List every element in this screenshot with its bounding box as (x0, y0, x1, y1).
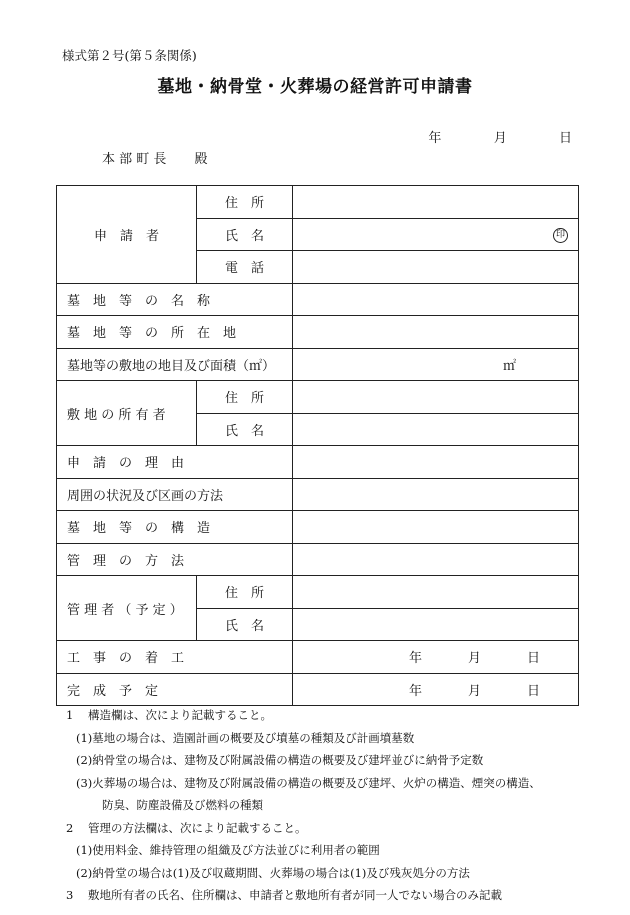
date-month-label: 月 (493, 131, 507, 146)
date-day-label: 日 (558, 131, 572, 146)
land-area-field[interactable] (293, 348, 579, 381)
completion-label: 完 成 予 定 (57, 673, 293, 706)
applicant-address-field[interactable] (293, 186, 579, 219)
construction-start-label: 工 事 の 着 工 (57, 641, 293, 674)
completion-field[interactable] (293, 673, 579, 706)
note-2-item-2: (2)納骨堂の場合は(1)及び収蔵期間、火葬場の場合は(1)及び残灰処分の方法 (76, 865, 470, 880)
completion-month-label: 月 (467, 683, 481, 699)
addressee (102, 148, 208, 167)
cemetery-name-label: 墓 地 等 の 名 称 (57, 283, 293, 316)
area-unit: ㎡ (502, 358, 516, 374)
structure-field[interactable] (293, 511, 579, 544)
owner-name-label: 氏 名 (197, 413, 293, 446)
note-3: 3 敷地所有者の氏名、住所欄は、申請者と敷地所有者が同一人でない場合のみ記載 (66, 888, 502, 902)
application-form-table (56, 185, 579, 706)
owner-name-field[interactable] (293, 413, 579, 446)
addressee-name: 本 部 町 長 (102, 152, 167, 167)
applicant-address-label: 住 所 (197, 186, 293, 219)
application-date (428, 127, 572, 146)
note-1-item-2: (2)納骨堂の場合は、建物及び附属設備の構造の概要及び建坪並びに納骨予定数 (76, 753, 484, 767)
completion-day-label: 日 (526, 683, 540, 699)
start-month-label: 月 (467, 651, 481, 667)
applicant-name-field[interactable] (293, 218, 579, 251)
owner-address-field[interactable] (293, 381, 579, 414)
structure-label: 墓 地 等 の 構 造 (57, 511, 293, 544)
start-day-label: 日 (526, 651, 540, 667)
reason-label: 申 請 の 理 由 (57, 446, 293, 479)
seal-mark: 印 (553, 228, 568, 243)
cemetery-name-field[interactable] (293, 283, 579, 316)
note-1-item-3: (3)火葬場の場合は、建物及び附属設備の構造の概要及び建坪、火炉の構造、煙突の構造、 (76, 775, 541, 790)
manager-name-label: 氏 名 (197, 608, 293, 641)
reason-field[interactable] (293, 446, 579, 479)
form-number: 様式第２号(第５条関係) (62, 48, 197, 63)
construction-start-field[interactable] (293, 641, 579, 674)
note-1-item-3-cont: 防臭、防塵設備及び燃料の種類 (102, 798, 263, 812)
note-2-item-1: (1)使用料金、維持管理の組織及び方法並びに利用者の範囲 (76, 843, 380, 857)
start-year-label: 年 (408, 651, 422, 667)
note-1: 1 構造欄は、次により記載すること。 (66, 708, 272, 722)
cemetery-location-label: 墓 地 等 の 所 在 地 (57, 316, 293, 349)
applicant-phone-label: 電 話 (197, 251, 293, 284)
applicant-label: 申 請 者 (57, 186, 197, 284)
completion-year-label: 年 (408, 683, 422, 699)
management-label: 管 理 の 方 法 (57, 543, 293, 576)
land-area-label: 墓地等の敷地の地目及び面積（㎡） (57, 348, 293, 381)
manager-address-label: 住 所 (197, 576, 293, 609)
addressee-honorific: 殿 (194, 152, 208, 167)
page-title: 墓地・納骨堂・火葬場の経営許可申請書 (157, 77, 473, 97)
owner-address-label: 住 所 (197, 381, 293, 414)
manager-name-field[interactable] (293, 608, 579, 641)
note-1-item-1: (1)墓地の場合は、造園計画の概要及び墳墓の種類及び計画墳墓数 (76, 730, 415, 745)
surroundings-field[interactable] (293, 478, 579, 511)
surroundings-label: 周囲の状況及び区画の方法 (57, 478, 293, 511)
notes-section (58, 704, 598, 907)
date-year-label: 年 (428, 131, 442, 146)
applicant-phone-field[interactable] (293, 251, 579, 284)
manager-address-field[interactable] (293, 576, 579, 609)
note-2: 2 管理の方法欄は、次により記載すること。 (66, 820, 307, 835)
land-owner-label: 敷 地 の 所 有 者 (57, 381, 197, 446)
management-field[interactable] (293, 543, 579, 576)
cemetery-location-field[interactable] (293, 316, 579, 349)
applicant-name-label: 氏 名 (197, 218, 293, 251)
manager-label: 管 理 者 （ 予 定 ） (57, 576, 197, 641)
